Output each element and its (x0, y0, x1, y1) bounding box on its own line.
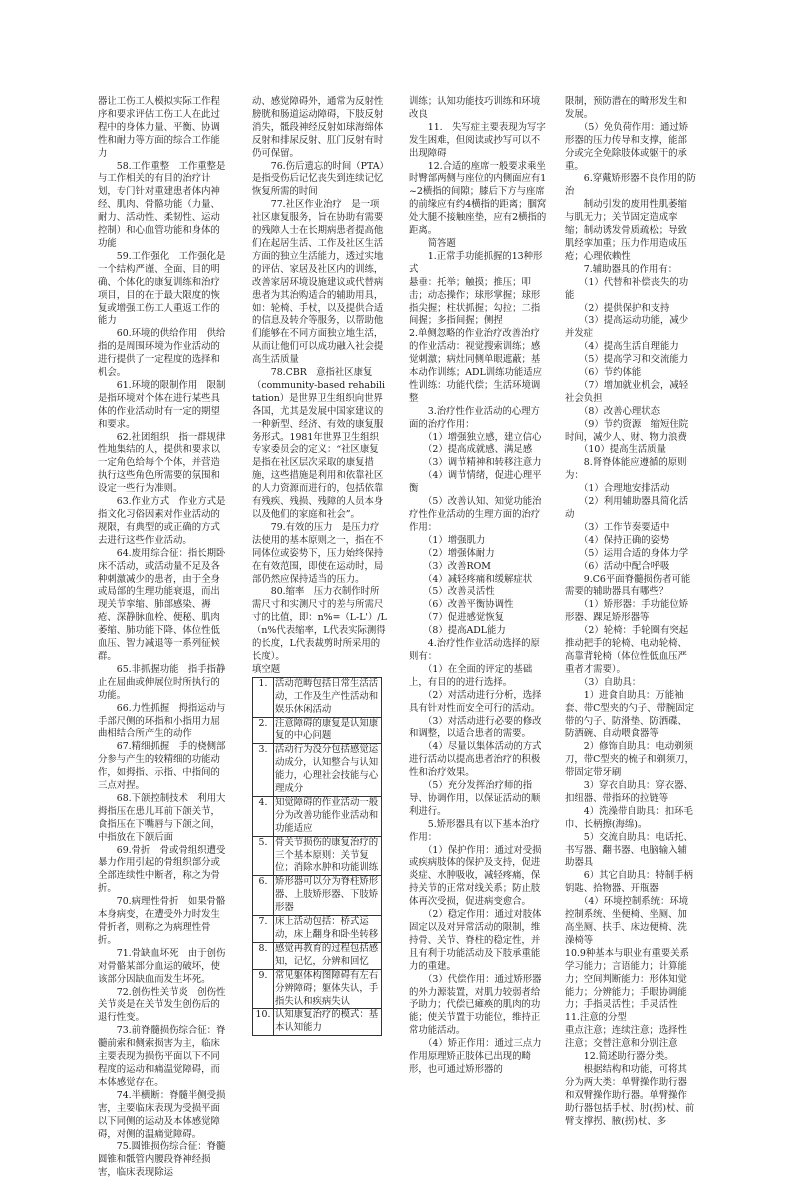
paragraph: （7）增加就业机会，减轻社会负担 (565, 379, 689, 404)
paragraph: （10）提高生活质量 (565, 444, 666, 456)
table-cell-number: 6. (253, 876, 274, 916)
paragraph: （3）代偿作用：通过矫形器的外力源装置，对肌力较弱者给予助力；代偿已瘫痪的肌肉的功能；使关节置于功能位，维持正常功能活动。 (409, 973, 542, 1037)
paragraph: （2）提供保护和支持 (565, 302, 670, 314)
table-row (253, 836, 382, 876)
text-column-1 (98, 96, 229, 1180)
paragraph: 2）修饰自助具：电动剃须刀，带C型夹的梳子和剃须刀，带固定带牙刷 (565, 741, 695, 779)
table-cell-text: 床上活动包括：桥式运动，床上翻身和卧坐转移 (274, 916, 382, 943)
paragraph: 3.治疗性作业活动的心理方面的治疗作用： (409, 405, 540, 430)
paragraph: （4）环境控制系统：环境控制系统、坐便椅、坐厕、加高坐厕、扶手、床边便椅、洗澡椅等 (565, 896, 689, 946)
paragraph: （5）免负荷作用：通过矫形器的压力传导和支撑，能部分或完全免除肢体或躯干的承重。 (565, 121, 689, 172)
table-cell-number: 1. (253, 677, 274, 717)
paragraph: 8.肾脊体能应遵循的原则为： (565, 457, 687, 482)
paragraph: （6）活动中配合呼吸 (565, 560, 670, 572)
paragraph: （2）增强体耐力 (409, 547, 495, 559)
section-heading: 简答题 (409, 237, 456, 249)
paragraph: （9）节约资源 缩短住院时间，减少人、财、物力浪费 (565, 418, 689, 443)
paragraph: （5）改善灵活性 (409, 586, 495, 598)
paragraph: （1）增强肌力 (409, 534, 486, 546)
table-row (253, 744, 382, 797)
table-row (253, 796, 382, 836)
table-cell-text: 活动范畴包括日常生活活动，工作及生产性活动和娱乐休闲活动 (274, 677, 382, 717)
paragraph: （2）稳定作用：通过对肢体固定以及对异常活动的限制，维持骨、关节、脊柱的稳定性，并且有利于功能活动及下肢承重能力的重建。 (409, 909, 542, 972)
paragraph: （5）充分发挥治疗师的指导、协调作用，以保证活动的顺利进行。 (409, 780, 541, 817)
paragraph: 重点注意；连续注意；选择性注意；交替注意和分别注意 (565, 1025, 687, 1050)
text-column-4 (565, 96, 696, 1129)
text-column-3 (409, 96, 547, 1077)
paragraph: （3）对活动进行必要的修改和调整，以适合患者的需要。 (409, 715, 542, 740)
paragraph: （1）保护作用：通过对受损或疾病肢体的保护及支持，促进炎症、水肿吸收，减轻疼痛，保持关节的正常对线关系；防止肢体再次受损，促进病变愈合。 (409, 844, 542, 908)
paragraph: （2）提高成就感、满足感 (409, 444, 533, 456)
paragraph: （1）在全面的评定的基础上，有目的的进行选择。 (409, 663, 533, 688)
table-cell-text: 常见躯体构图障碍有左右分辨障碍；躯体失认，手指失认和疾病失认 (274, 969, 382, 1009)
paragraph: 73.前脊髓损伤综合征：脊髓前索和侧索损害为主，临床主要表现为损伤平面以下不同程度的运动和痛温觉障碍，而本体感觉存在。 (98, 1025, 226, 1088)
paragraph: 63.作业方式 作业方式是指文化习俗因素对作业活动的规限，有典型的或正确的方式去进行这些作业活动。 (98, 496, 226, 546)
table-row (253, 969, 382, 1009)
text-column-2 (252, 96, 387, 1036)
paragraph: 75.圆锥损伤综合征：脊髓圆锥和骶管内腰段脊神经损害，临床表现除运 (98, 1141, 226, 1179)
paragraph: （4）提高生活自理能力 (565, 341, 679, 353)
fill-in-table (252, 677, 382, 1036)
paragraph: 70.病理性骨折 如果骨骼本身病变，在遭受外力时发生骨折者，则称之为病理性骨折。 (98, 896, 226, 946)
paragraph: 10.9种基本与职业有重要关系 (565, 947, 690, 959)
paragraph: （5）运用合适的身体力学 (565, 547, 689, 559)
paragraph: 76.伤后遗忘的时间（PTA）是指受伤后记忆丧失到连续记忆恢复所需的时间 (252, 160, 385, 198)
paragraph: （7）促进感觉恢复 (409, 612, 505, 624)
paragraph: 71.骨缺血坏死 由于创伤对骨骼某部分血运的破坏，使该部分因缺血而发生坏死。 (98, 947, 226, 985)
paragraph: 74.半横断：脊髓半侧受损害，主要临床表现为受损平面以下同侧的运动及本体感觉障碍，对侧的温痛觉障碍。 (98, 1089, 226, 1140)
paragraph: 72.创伤性关节炎 创伤性关节炎是在关节发生创伤后的退行性变。 (98, 986, 226, 1024)
table-row (253, 717, 382, 744)
paragraph: 根据结构和功能，可将其分为两大类：单臂操作助行器和双臂操作助行器。单臂操作助行器包括手杖、肘(拐)杖、前臂支撑拐、腋(拐)杖、多 (565, 1063, 695, 1127)
paragraph: 9.C6平面脊髓损伤者可能需要的辅助器具有哪些？ (565, 573, 691, 598)
paragraph: 68.下颌控制技术 利用大拇指压在患儿耳前下颌关节，食指压在下嘴唇与下颌之间，中指放在下颌后面 (98, 792, 226, 843)
table-cell-text: 注意障碍的康复是认知康复的中心问题 (274, 717, 382, 744)
table-row (253, 1009, 382, 1036)
paragraph: 79.有效的压力 是压力疗法使用的基本原则之一，指在不同体位或姿势下，压力始终保持在有效范围，即使在运动时，局部仍然应保持适当的压力。 (252, 521, 384, 585)
paragraph: 器让工伤工人模拟实际工作程序和要求评估工伤工人在此过程中的身体力量、平衡、协调性和耐力等方面的综合工作能力 (98, 96, 220, 159)
paragraph: （6）改善平衡协调性 (409, 599, 514, 611)
paragraph: （4）调节情绪，促进心理平衡 (409, 470, 542, 495)
paragraph: （3）改善ROM (409, 560, 491, 572)
paragraph: （8）改善心理状态 (565, 405, 661, 417)
table-cell-number: 10. (253, 1009, 274, 1036)
paragraph: 78.CBR 意指社区康复（community-based rehabilitation）是世界卫生组织向世界各国，尤其是发展中国家建议的一种新型、经济、有效的康复服务形式。1981年世界卫生组织专家委员会的定义：“社区康复是指在社区层次采取的康复措施，这些措施是利用和依靠社区的人力资源而进行的，包括依靠有残疾、残损、残障的人员本身以及他们的家庭和社会”。 (252, 367, 385, 520)
paragraph: （1）增强独立感，建立信心 (409, 431, 542, 443)
paragraph: 5.矫形器具有以下基本治疗作用： (409, 818, 540, 843)
paragraph: 59.工作强化 工作强化是一个结构严谨、全面、目的明确、个体化的康复训练和治疗项目，目的在于最大限度的恢复或增强工伤工人重返工作的能力 (98, 250, 226, 327)
paragraph: （3）工作节奏要适中 (565, 521, 670, 533)
table-row (253, 677, 382, 717)
paragraph: 训练；认知功能技巧训练和环境改良 (409, 96, 541, 120)
paragraph: （2）利用辅助器具简化活动 (565, 496, 689, 520)
section-heading: 填空题 (252, 663, 281, 675)
paragraph: 1）进食自助具：万能袖套、带C型夹的勺子、带腕固定带的勺子、防滑垫、防洒碟、防洒碗、自动喂食器等 (565, 689, 695, 740)
paragraph: 66.力性抓握 拇指运动与手部尺侧的环指和小指用力屈曲相结合所产生的动作 (98, 702, 226, 740)
table-cell-text: 知觉障碍的作业活动一般分为改善功能作业活动和功能适应 (274, 796, 382, 836)
paragraph: 77.社区作业治疗 是一项社区康复服务，旨在协助有需要的残障人士在长期病患者提高他们在起居生活、工作及社区生活方面的独立生活能力，透过实地的评估、家居及社区内的训练，改善家居环境设施建议或代替病患者为其治购适合的辅助用具，如：轮椅、手杖，以及提供合适的信息及转介等服务，以帮助他们能够在不同方面独立地生活，从而让他们可以成功融入社会提高生活质量 (252, 199, 384, 366)
table-row (253, 942, 382, 969)
paragraph: 58.工作重整 工作重整是与工作相关的有目的治疗计划，专门针对重建患者体内神经、肌肉、骨骼功能（力量、耐力、活动性、柔韧性、运动控制）和心血管功能和身体的功能 (98, 160, 226, 249)
paragraph: （6）节约体能 (565, 367, 642, 379)
paragraph: 限制，预防潜在的畸形发生和发展。 (565, 96, 687, 120)
table-cell-number: 5. (253, 836, 274, 876)
paragraph: （4）矫正作用：通过三点力作用原理矫正肢体已出现的畸形，也可通过矫形器的 (409, 1038, 542, 1075)
paragraph: 3）穿衣自助具：穿衣器、扣纽器、带指环的拉链等 (565, 780, 693, 804)
paragraph: 60.环境的供给作用 供给指的是周围环境为作业活动的进行提供了一定程度的选择和机会。 (98, 328, 226, 379)
paragraph: 2.单侧忽略的作业治疗改善治疗的作业活动：视觉搜索训练；感觉刺激；病灶同侧单眼遮蔽；基本动作训练；ADL训练功能适应性训练：功能代偿；生活环境调整 (409, 328, 543, 404)
paragraph: 学习能力；言语能力；计算能力；空间判断能力：形体知觉能力；分辨能力；手眼协调能力；手指灵活性；手灵活性 (565, 960, 687, 1011)
paragraph: （4）尽量以集体活动的方式进行活动以提高患者治疗的积极性和治疗效果。 (409, 741, 542, 779)
paragraph: （1）代替和补偿丧失的功能 (565, 276, 689, 301)
table-cell-number: 8. (253, 942, 274, 969)
paragraph: 1.正常手功能抓握的13种形式 (409, 250, 543, 275)
paragraph: （5）改善认知、知觉功能治疗性作业活动的生理方面的治疗作用： (409, 496, 542, 533)
paragraph: （3）提高运动功能，减少并发症 (565, 315, 689, 340)
table-cell-number: 4. (253, 796, 274, 836)
table-row (253, 876, 382, 916)
paragraph: 制动引发的废用性肌萎缩与肌无力；关节固定造成挛缩；制动诱发骨质疏松；导致肌经挛加重；压力作用造成压疮；心理依赖性 (565, 199, 687, 262)
paragraph: （3）调节精神和转移注意力 (409, 457, 542, 469)
paragraph: 悬垂：托举；触摸；推压；叩击；动态操作；球形掌握；球形指尖握；柱状抓握；勾拉；二指间握；多指间握；侧捏 (409, 276, 541, 327)
table-cell-number: 2. (253, 717, 274, 744)
paragraph: 6.穿戴矫形器不良作用的防治 (565, 173, 696, 198)
paragraph: 64.废用综合征：指长期卧床不活动，或活动量不足及各种刺激减少的患者，由于全身或局部的生理功能衰退，而出现关节挛缩、肺部感染、褥疮、深静脉血栓、便秘、肌肉萎缩、肺功能下降、体位性低血压、智力减退等一系列征候群。 (98, 547, 226, 662)
paragraph: （4）保持正确的姿势 (565, 534, 670, 546)
paragraph: （2）对活动进行分析，选择具有针对性而安全可行的活动。 (409, 689, 542, 714)
table-cell-number: 3. (253, 744, 274, 797)
paragraph: （1）矫形器：手功能位矫形器、踝足矫形器等 (565, 599, 689, 624)
paragraph: 11. 失写症主要表现为写字发生困难，但阅读或抄写可以不出现障碍 (409, 121, 546, 159)
paragraph: （4）减轻疼痛和缓解症状 (409, 573, 533, 585)
paragraph: 动、感觉障碍外，通常为反射性膀胱和肠道运动障碍，下肢反射消失，骶段神经反射如球海绵体反射和排尿反射、肛门反射有时仍可保留。 (252, 96, 384, 159)
paragraph: 7.辅助器具的作用有： (565, 263, 678, 275)
paragraph: 5）交流自助具：电话托、书写器、翻书器、电脑输入辅助器具 (565, 831, 693, 869)
paragraph: 12.合适的座席一般要求乘坐时臀部两侧与座位的内侧面应有1~2横指的间隙；膝后下方与座席的前缘应有约4横指的距离；腘窝处大腿不接触座垫，应有2横指的距离。 (409, 160, 547, 237)
paragraph: （5）提高学习和交流能力 (565, 354, 689, 366)
table-cell-number: 7. (253, 916, 274, 943)
paragraph: 6）其它自助具：特制手柄钥匙、拾物器、开瓶器 (565, 870, 693, 895)
paragraph: 69.骨折 骨或骨组织遭受暴力作用引起的骨组织部分或全部连续性中断者，称之为骨折。 (98, 844, 226, 895)
paragraph: 4.治疗性作业活动选择的原则有： (409, 638, 540, 662)
table-cell-text: 认知康复治疗的模式：基本认知能力 (274, 1009, 382, 1036)
table-cell-text: 矫形器可以分为脊柱矫形器、上肢矫形器、下肢矫形器 (274, 876, 382, 916)
paragraph: 80.缩率 压力衣制作时所需尺寸和实测尺寸的差与所需尺寸的比值，即：n%=（L-L'）/L（n%代表缩率，L代表实际测得的长度，L代表裁剪时所采用的长度）。 (252, 586, 387, 662)
paragraph: （2）轮椅：手轮圈有突起推动把手的轮椅、电动轮椅、高靠背轮椅（体位性低血压严重者才需要）。 (565, 625, 689, 675)
paragraph: 62.社团组织 指一群规律性地集结的人，提供和要求以一定角色给每个个体，并营造执行这些角色所需要的氛围和设定一些行为准则。 (98, 431, 226, 495)
paragraph: 4）洗澡带自助具：扣环毛巾、长柄擦(海绵)。 (565, 805, 693, 830)
table-cell-text: 感觉再教育的过程包括感知，记忆，分辨和回忆 (274, 942, 382, 969)
paragraph: 65.非抓握功能 指手指静止在屈曲或伸展位时所执行的功能。 (98, 663, 226, 701)
paragraph: （3）自助具： (565, 676, 642, 688)
table-cell-text: 活动行为没分包括感觉运动成分，认知整合与认知能力，心理社会技能与心理成分 (274, 744, 382, 797)
table-row (253, 916, 382, 943)
paragraph: 11.注意的分型 (565, 1012, 627, 1024)
paragraph: （1）合理地安排活动 (565, 483, 670, 495)
table-cell-text: 骨关节损伤的康复治疗的三个基本原则：关节复位；消除水肿和功能训练 (274, 836, 382, 876)
paragraph: （8）提高ADL能力 (409, 625, 506, 637)
paragraph: 61.环境的限制作用 限制是指环境对个体在进行某些具体的作业活动时有一定的期望和要求。 (98, 379, 226, 430)
paragraph: 67.精细抓握 手的桡侧部分参与产生的较精细的功能动作，如拇指、示指、中指间的三点对捏。 (98, 741, 226, 792)
table-cell-number: 9. (253, 969, 274, 1009)
paragraph: 12.简述助行器分类。 (565, 1051, 674, 1063)
